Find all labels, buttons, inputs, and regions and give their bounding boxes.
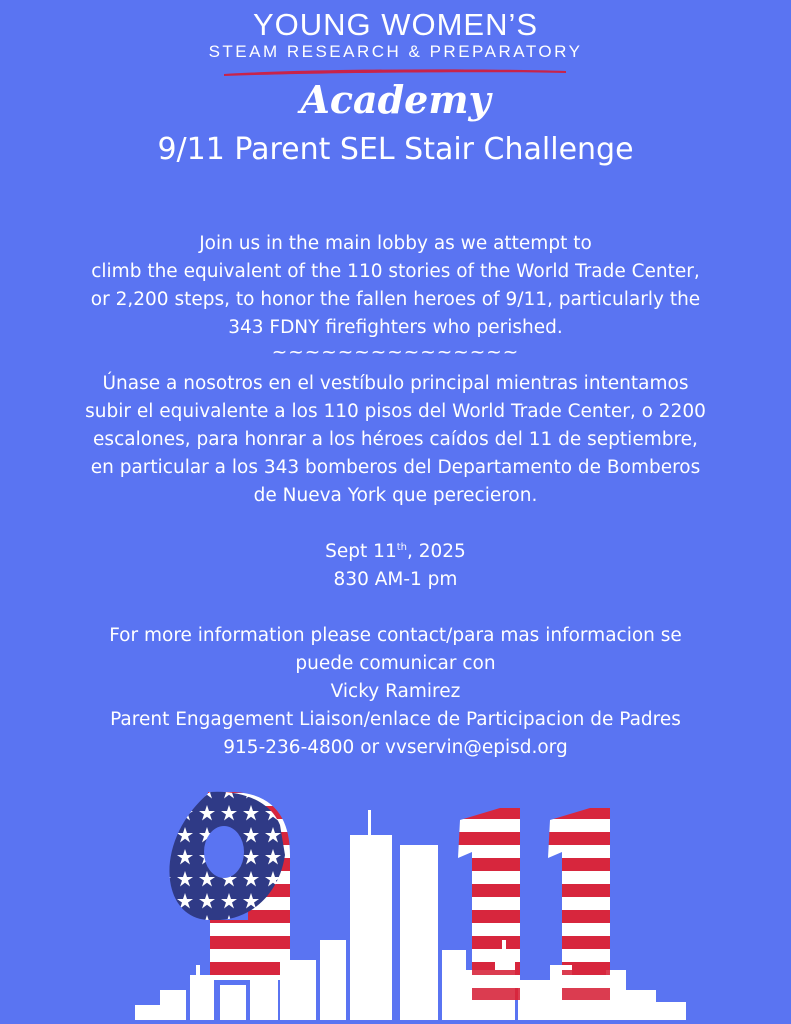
event-details (0, 538, 791, 594)
logo-school-name: YOUNG WOMEN’S (252, 7, 539, 42)
spanish-line: Únase a nosotros en el vestíbulo principal mientras intentamos (102, 373, 689, 394)
logo-academy-script: Academy (300, 77, 491, 122)
english-line: or 2,200 steps, to honor the fallen heroes of 9/11, particularly the (90, 289, 701, 310)
logo (0, 8, 791, 62)
logo-subtitle: STEAM RESEARCH & PREPARATORY (208, 42, 583, 61)
spanish-line: escalones, para honrar a los héroes caídos del 11 de septiembre, (93, 429, 698, 450)
event-date-suffix: th (396, 542, 407, 553)
contact-title: Parent Engagement Liaison/enlace de Participacion de Padres (110, 709, 681, 730)
contact-line: puede comunicar con (295, 653, 496, 674)
page-title: 9/11 Parent SEL Stair Challenge (157, 132, 634, 167)
digit-nine (169, 792, 290, 980)
contact-phone-email[interactable]: 915-236-4800 or vvservin@episd.org (223, 737, 568, 758)
spanish-line: subir el equivalente a los 110 pisos del World Trade Center, o 2200 (85, 401, 706, 422)
english-line: climb the equivalent of the 110 stories of the World Trade Center, (91, 261, 700, 282)
contact-line: For more information please contact/para mas informacion se (109, 625, 682, 646)
event-date-year: , 2025 (406, 541, 466, 562)
event-date (0, 538, 791, 566)
contact-name: Vicky Ramirez (330, 681, 461, 702)
spanish-line: en particular a los 343 bomberos del Departamento de Bomberos (90, 457, 701, 478)
event-time: 830 AM-1 pm (333, 569, 458, 590)
separator: ~~~~~~~~~~~~~~~ (271, 342, 520, 363)
english-line: Join us in the main lobby as we attempt to (199, 233, 592, 254)
english-paragraph (0, 230, 791, 342)
spanish-line: de Nueva York que perecieron. (253, 485, 538, 506)
nine-eleven-flag-skyline-art (130, 780, 690, 1020)
english-line: 343 FDNY firefighters who perished. (228, 317, 563, 338)
contact-info (0, 622, 791, 762)
event-date-day: Sept 11 (325, 541, 397, 562)
spanish-paragraph (0, 370, 791, 510)
